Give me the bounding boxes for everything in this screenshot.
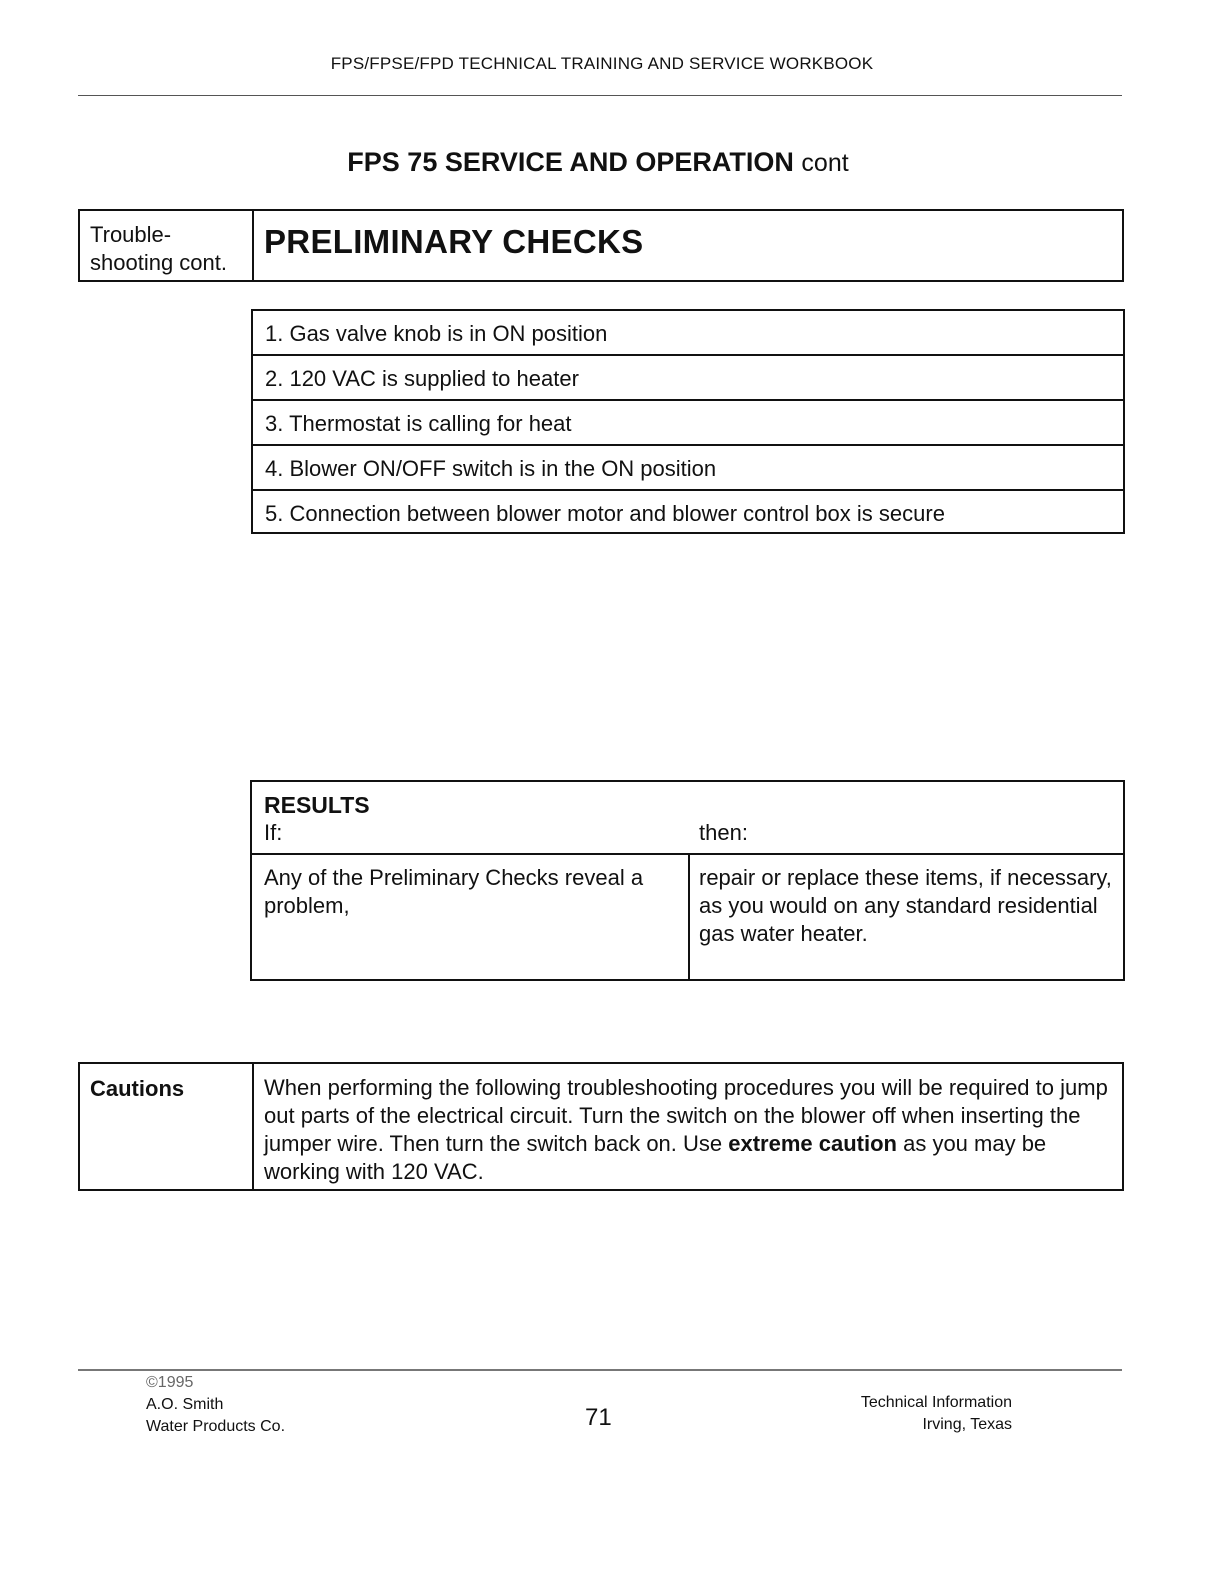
preliminary-checks-list — [251, 309, 1125, 534]
footer-dept-line1: Technical Information — [860, 1394, 1012, 1411]
footer-company-line1: A.O. Smith — [146, 1396, 224, 1413]
page-title — [0, 147, 1196, 178]
cautions-box — [78, 1062, 1124, 1191]
check-item: 1. Gas valve knob is in ON position — [253, 311, 1123, 356]
results-header — [252, 782, 1123, 855]
cautions-label: Cautions — [80, 1064, 254, 1189]
results-then-label: then: — [699, 820, 748, 845]
side-label-line2: shooting cont. — [90, 250, 227, 275]
results-action: repair or replace these items, if necessary, as you would on any standard residential gas water heater. — [699, 865, 1112, 946]
section-title: PRELIMINARY CHECKS — [264, 223, 644, 260]
check-item: 5. Connection between blower motor and blower control box is secure — [265, 501, 945, 526]
workbook-title: FPS/FPSE/FPD TECHNICAL TRAINING AND SERVICE WORKBOOK — [330, 54, 874, 73]
header-rule — [78, 95, 1122, 96]
check-item: 3. Thermostat is calling for heat — [253, 401, 1123, 446]
section-header-box — [78, 209, 1124, 282]
results-if-label: If: — [264, 820, 283, 845]
check-item: 4. Blower ON/OFF switch is in the ON position — [253, 446, 1123, 491]
cautions-text-part2: as you may be working with 120 VAC. — [264, 1131, 1047, 1184]
check-item: 2. 120 VAC is supplied to heater — [253, 356, 1123, 401]
results-column-divider — [688, 853, 690, 981]
footer-dept-line2: Irving, Texas — [922, 1416, 1012, 1433]
page-title-suffix: cont — [801, 149, 849, 177]
footer-company — [146, 1372, 285, 1438]
cautions-text — [264, 1074, 1114, 1186]
page-number: 71 — [585, 1404, 612, 1431]
cautions-emphasis: extreme caution — [728, 1131, 897, 1156]
cautions-text-part1: When performing the following troubleshooting procedures you will be required to jump out parts of the electrical circuit. Turn the switch on the blower off when inserting the jumper wire. Then turn the switch back on. Use — [264, 1075, 1108, 1156]
results-title: RESULTS — [264, 792, 370, 818]
footer-rule — [78, 1369, 1122, 1371]
section-side-label — [80, 211, 254, 280]
footer-copyright: ©1995 — [146, 1374, 194, 1391]
side-label-line1: Trouble- — [90, 222, 172, 247]
page-title-main: FPS 75 SERVICE AND OPERATION — [347, 147, 794, 177]
footer-company-line2: Water Products Co. — [146, 1418, 286, 1435]
results-table — [250, 780, 1125, 981]
results-condition: Any of the Preliminary Checks reveal a problem, — [264, 865, 644, 918]
footer-department — [800, 1392, 1012, 1436]
